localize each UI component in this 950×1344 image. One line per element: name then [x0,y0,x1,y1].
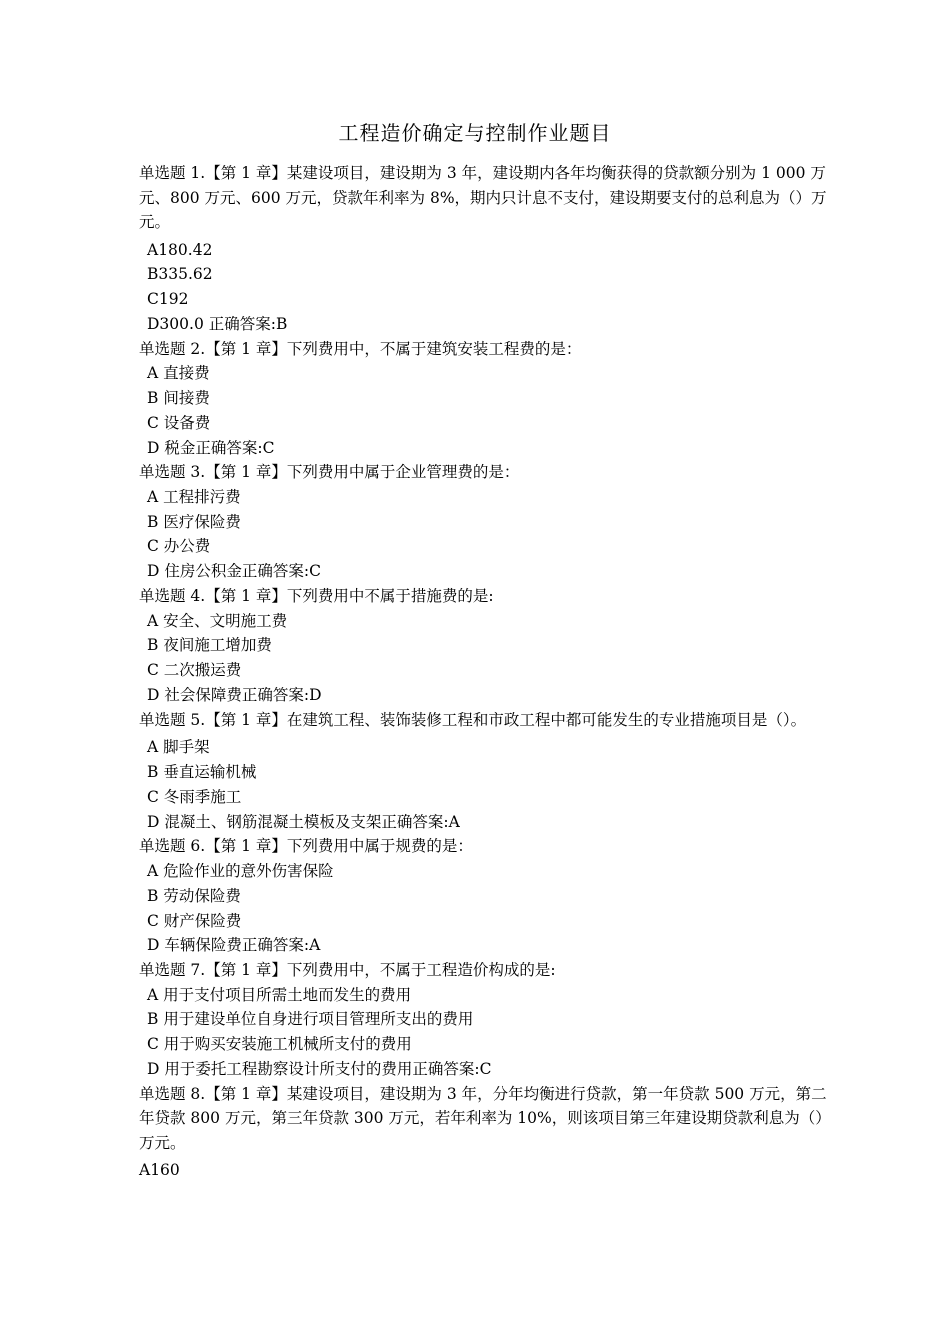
option-a: A180.42 [147,240,213,259]
option-b: B 间接费 [147,388,210,407]
question-text: 单选题 1.【第 1 章】某建设项目，建设期为 3 年，建设期内各年均衡获得的贷款额分别为 1 000 万元、800 万元、600 万元，贷款年利率为 8%，期内只计息不支付，建设期要支付的总利息为（）万元。 [139,164,827,231]
option-c: C 办公费 [147,537,211,556]
option-b: B 劳动保险费 [147,886,241,905]
option-a: A 用于支付项目所需土地而发生的费用 [147,985,412,1004]
option-c: C 财产保险费 [147,911,242,930]
option-c: C 用于购买安装施工机械所支付的费用 [147,1035,412,1054]
option-a: A 工程排污费 [147,487,241,506]
option-d: D300.0 正确答案:B [147,314,288,333]
question-text: 单选题 6.【第 1 章】下列费用中属于规费的是： [139,837,473,856]
question-list [139,161,829,1183]
option-b: B 夜间施工增加费 [147,636,272,655]
option-c: C 二次搬运费 [147,661,242,680]
question-text: 单选题 5.【第 1 章】在建筑工程、装饰装修工程和市政工程中都可能发生的专业措施项目是（）。 [139,710,807,729]
option-d: D 住房公积金正确答案:C [147,562,321,581]
option-d: D 用于委托工程勘察设计所支付的费用正确答案:C [147,1060,492,1079]
option-a: A 安全、文明施工费 [147,611,288,630]
question-text: 单选题 8.【第 1 章】某建设项目，建设期为 3 年，分年均衡进行贷款，第一年贷款 500 万元，第二年贷款 800 万元，第三年贷款 300 万元，若年利率为 10%，则该项目第三年建设期贷款利息为（）万元。 [139,1084,827,1152]
option-c: C192 [147,290,189,309]
document-title: 工程造价确定与控制作业题目 [338,121,612,145]
option-d: D 税金正确答案:C [147,438,275,457]
option-b: B 用于建设单位自身进行项目管理所支出的费用 [147,1010,474,1029]
question-text: 单选题 7.【第 1 章】下列费用中，不属于工程造价构成的是: [139,961,556,980]
option-c: C 冬雨季施工 [147,787,242,806]
option-b: B 垂直运输机械 [147,763,257,782]
option-a: A 脚手架 [147,738,210,757]
option-a: A 直接费 [147,364,210,383]
option-d: D 混凝土、钢筋混凝土模板及支架正确答案:A [147,812,460,831]
option-d: D 车辆保险费正确答案:A [147,936,321,955]
option-a: A 危险作业的意外伤害保险 [147,861,334,880]
question-text: 单选题 4.【第 1 章】下列费用中不属于措施费的是: [139,587,494,606]
question-text: 单选题 2.【第 1 章】下列费用中，不属于建筑安装工程费的是： [139,339,582,358]
option-c: C 设备费 [147,413,211,432]
option-b: B335.62 [147,265,213,284]
option-d: D 社会保障费正确答案:D [147,685,322,704]
question-text: 单选题 3.【第 1 章】下列费用中属于企业管理费的是： [139,463,520,482]
option-b: B 医疗保险费 [147,512,241,531]
option-a: A160 [139,1161,180,1180]
